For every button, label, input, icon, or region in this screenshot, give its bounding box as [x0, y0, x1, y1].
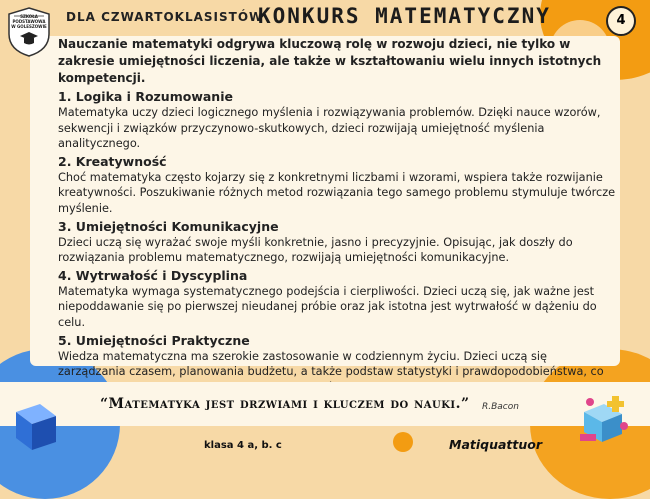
class-label: klasa 4 a, b. c	[204, 440, 282, 451]
section-title: 5. Umiejętności Praktyczne	[58, 332, 250, 348]
page-title: KONKURS MATEMATYCZNY	[258, 4, 551, 28]
decor-dot	[393, 432, 413, 452]
section-body: Matematyka wymaga systematycznego podejścia i cierpliwości. Dzieci uczą się, jak ważne jest niepoddawanie się po pierwszej nieudanej próbie oraz jak istotna jest wytrwałość w dążeniu do celu.	[58, 284, 597, 329]
page-number: 4	[606, 6, 636, 36]
section-title: 3. Umiejętności Komunikacyjne	[58, 218, 279, 234]
section-body: Choć matematyka często kojarzy się z konkretnymi liczbami i wzorami, wspiera także rozwijanie kreatywności. Poszukiwanie różnych metod rozwiązania tego samego problemu stymuluje twórcze myślenie.	[58, 170, 616, 215]
intro-paragraph: Nauczanie matematyki odgrywa kluczową rolę w rozwoju dzieci, nie tylko w zakresie umiejętności liczenia, ale także w kształtowaniu wielu innych istotnych kompetencji.	[58, 37, 602, 85]
section-logic	[58, 89, 618, 152]
quote-text: “Matematyka jest drzwiami i kluczem do nauki.”	[100, 396, 470, 412]
header-subtitle: DLA CZWARTOKLASISTÓW	[66, 10, 264, 24]
section-body: Matematyka uczy dzieci logicznego myślenia i rozwiązywania problemów. Dzięki nauce wzorów, sekwencji i związków przyczynowo-skutkowych, dzieci rozwijają umiejętność myślenia analitycznego.	[58, 106, 601, 151]
section-creativity	[58, 154, 618, 217]
section-body: Dzieci uczą się wyrażać swoje myśli konkretnie, jasno i precyzyjnie. Opisując, jak doszły do rozwiązania problemu matematycznego, rozwijają umiejętności komunikacyjne.	[58, 235, 573, 265]
section-title: 1. Logika i Rozumowanie	[58, 89, 233, 104]
section-perseverance	[58, 268, 618, 331]
section-title: 2. Kreatywność	[58, 153, 167, 169]
article-body	[58, 36, 618, 395]
logo-text: SZKOŁA PODSTAWOWA W GOLESZOWIE	[11, 14, 47, 29]
footer-author: Matiquattuor	[449, 437, 543, 452]
blue-cube-icon	[6, 394, 64, 452]
section-title: 4. Wytrwałość i Dyscyplina	[58, 267, 248, 283]
section-communication	[58, 219, 618, 266]
quote-author: R.Bacon	[482, 402, 519, 412]
section-body: Wiedza matematyczna ma szerokie zastosowanie w codziennym życiu. Dzieci uczą się zarządzania czasem, planowania budżetu, a także podstaw statystyki i prawdopodobieństwa, co	[58, 349, 604, 379]
puzzle-cube-icon	[576, 392, 632, 444]
